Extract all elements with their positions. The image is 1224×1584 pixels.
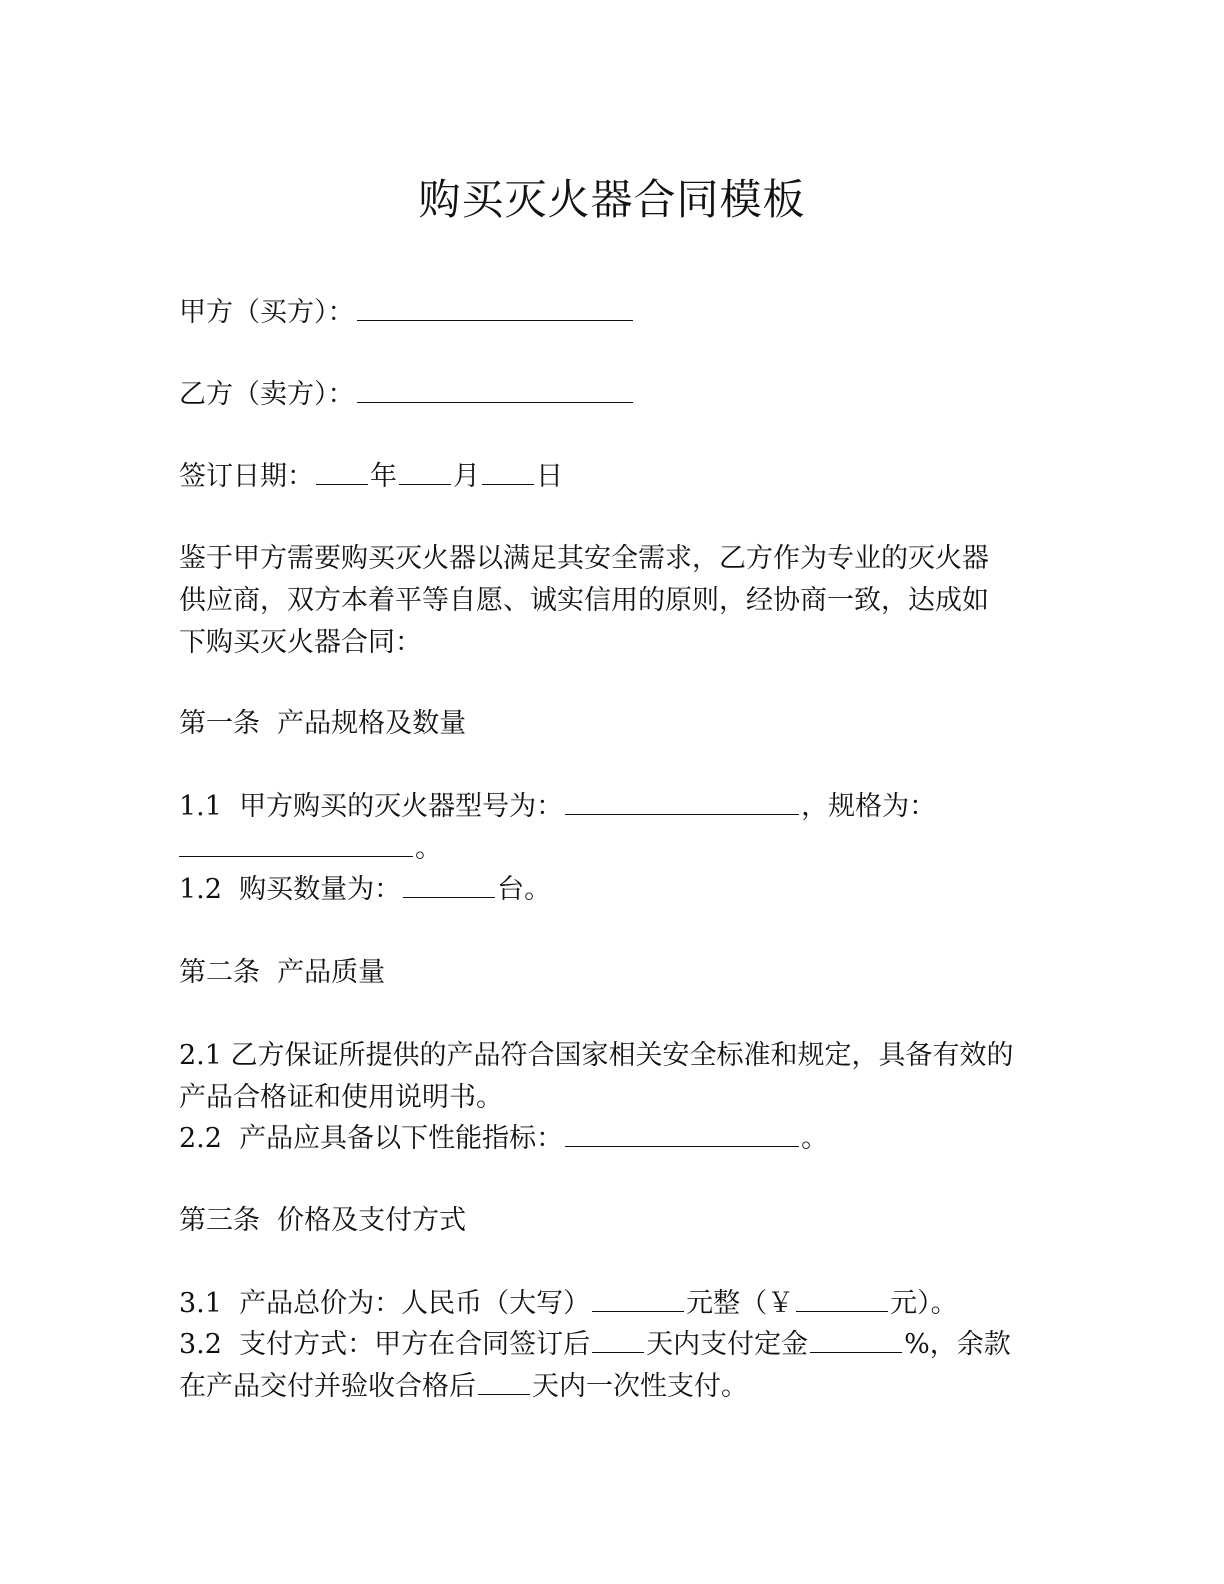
clause-2-2-prefix: 2.2 产品应具备以下性能指标： [179, 1123, 564, 1154]
deposit-days-blank[interactable] [592, 1324, 644, 1353]
clause-2-1: 2.1 乙方保证所提供的产品符合国家相关安全标准和规定，具备有效的产品合格证和使用说明书。 [179, 1040, 1014, 1113]
party-a-line [179, 292, 1019, 334]
month-blank[interactable] [399, 456, 451, 485]
price-words-blank[interactable] [592, 1283, 684, 1312]
clause-1-1-prefix: 1.1 甲方购买的灭火器型号为： [179, 791, 564, 822]
clause-3-2-d: 在产品交付并验收合格后 [179, 1371, 476, 1402]
clause-3-1 [179, 1283, 1019, 1325]
clause-3-2-c: %，余款 [904, 1329, 1011, 1360]
clause-3-2-line1 [179, 1324, 1019, 1366]
clause-3-1-mid: 元整（￥ [686, 1288, 795, 1319]
clause-1-2-prefix: 1.2 购买数量为： [179, 874, 402, 905]
deposit-percent-blank[interactable] [810, 1324, 902, 1353]
clause-1-2-end: 台。 [497, 874, 552, 905]
sign-date-line [179, 456, 1019, 498]
party-a-label: 甲方（买方）： [179, 297, 355, 328]
clause-3-2-a: 3.2 支付方式：甲方在合同签订后 [179, 1329, 591, 1360]
performance-blank[interactable] [565, 1118, 799, 1147]
sign-date-label: 签订日期： [179, 461, 314, 492]
price-number-blank[interactable] [796, 1283, 888, 1312]
clause-3-1-end: 元）。 [890, 1288, 958, 1319]
clause-3-2-b: 天内支付定金 [646, 1329, 809, 1360]
year-label: 年 [370, 461, 397, 492]
document-title: 购买灭火器合同模板 [418, 175, 806, 224]
clause-2-2 [179, 1118, 1019, 1160]
balance-days-blank[interactable] [478, 1366, 530, 1395]
party-b-label: 乙方（卖方）： [179, 379, 355, 410]
clause-3-2-e: 天内一次性支付。 [532, 1371, 748, 1402]
clause-3-1-prefix: 3.1 产品总价为：人民币（大写） [179, 1288, 591, 1319]
article2-heading: 第二条 产品质量 [179, 957, 386, 988]
article3-heading: 第三条 价格及支付方式 [179, 1205, 467, 1236]
party-b-line [179, 374, 1019, 416]
clause-1-1-end: 。 [415, 833, 442, 864]
article1-heading: 第一条 产品规格及数量 [179, 708, 467, 739]
clause-1-1-mid: ，规格为： [801, 791, 937, 822]
month-label: 月 [453, 461, 480, 492]
day-label: 日 [536, 461, 563, 492]
clause-3-2-line2 [179, 1366, 1019, 1408]
clause-2-2-end: 。 [801, 1123, 829, 1154]
spec-blank[interactable] [179, 828, 413, 857]
party-b-blank[interactable] [357, 374, 633, 403]
party-a-blank[interactable] [357, 292, 633, 321]
clause-1-2 [179, 869, 1019, 911]
day-blank[interactable] [482, 456, 534, 485]
preamble-paragraph: 鉴于甲方需要购买灭火器以满足其安全需求，乙方作为专业的灭火器供应商，双方本着平等自愿、诚实信用的原则，经协商一致，达成如下购买灭火器合同： [179, 543, 989, 658]
clause-1-1-line1 [179, 786, 1019, 828]
clause-1-1-line2 [179, 828, 1019, 870]
quantity-blank[interactable] [403, 869, 495, 898]
model-blank[interactable] [565, 786, 799, 815]
year-blank[interactable] [316, 456, 368, 485]
